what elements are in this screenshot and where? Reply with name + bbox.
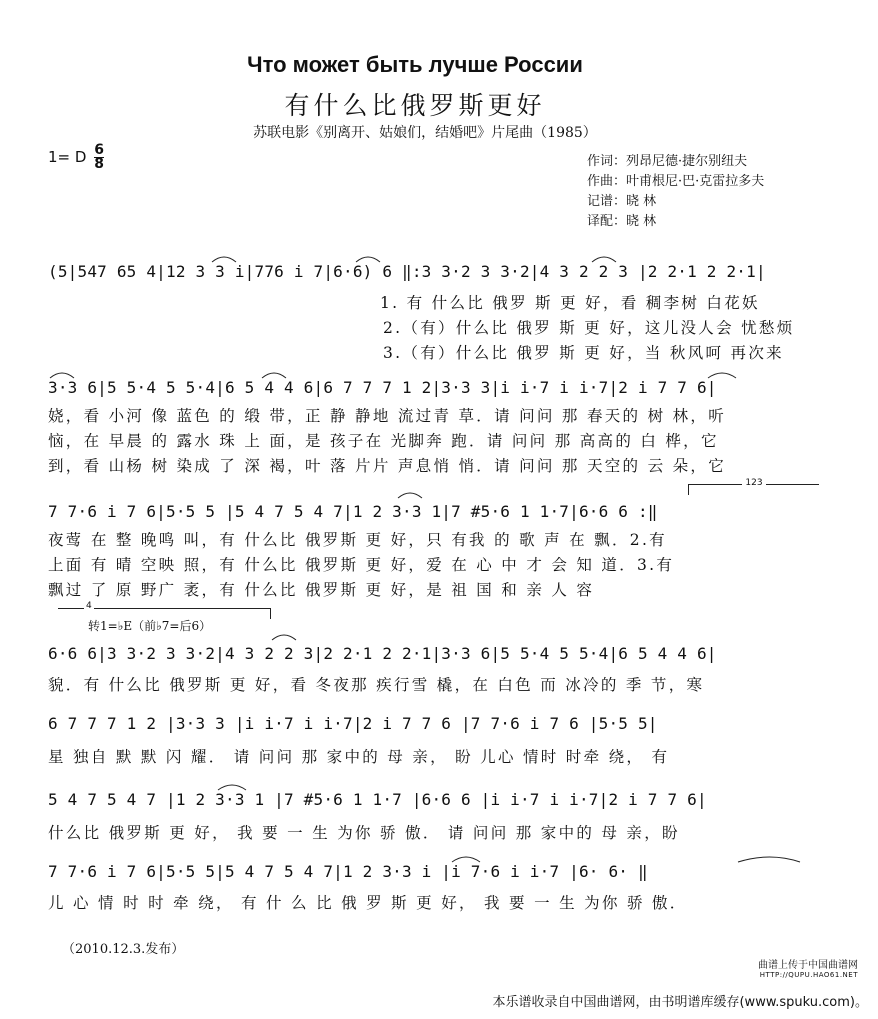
- credit-translator: 译配：晓 林: [587, 214, 657, 229]
- time-denominator: 8: [94, 156, 104, 172]
- slur-arc: [738, 857, 800, 862]
- modulation-note: 转1=♭E（前♭7=后6）: [88, 619, 212, 633]
- volta-label: 4: [86, 601, 92, 611]
- notation-line: 7 7·6 i 7 6|5·5 5 |5 4 7 5 4 7|1 2 3·3 1|7 #5·6 1 1·7|6·6 6 :‖: [48, 502, 658, 521]
- source-footer: 本乐谱收录自中国曲谱网，由书明谱库缓存(www.spuku.com)。: [492, 995, 868, 1010]
- credit-transcriber: 记谱：晓 林: [587, 194, 657, 209]
- lyric-line: 什么比 俄罗斯 更 好， 我 要 一 生 为你 骄 傲． 请 问问 那 家中的 母 亲，盼: [48, 824, 680, 842]
- chinese-title: 有什么比俄罗斯更好: [284, 91, 546, 120]
- lyric-line-verse-2: 恼，在 早晨 的 露水 珠 上 面，是 孩子在 光脚奔 跑．请 问问 那 高高的 白 桦，它: [48, 432, 719, 450]
- upload-note: 曲谱上传于中国曲谱网: [758, 960, 858, 971]
- credit-composer: 作曲：叶甫根尼·巴·克雷拉多夫: [587, 174, 765, 189]
- slur-arc: [272, 635, 296, 640]
- slur-arc: [50, 373, 74, 378]
- credit-lyricist: 作词：列昂尼德·捷尔别纽夫: [587, 154, 748, 169]
- slur-arc: [592, 257, 616, 262]
- upload-url: HTTP://QUPU.HAO61.NET: [759, 971, 858, 979]
- lyric-line-verse-1: 娆，看 小河 像 蓝色 的 缎 带，正 静 静地 流过青 草．请 问问 那 春天的 树 林，听: [48, 407, 727, 425]
- notation-line: 7 7·6 i 7 6|5·5 5|5 4 7 5 4 7|1 2 3·3 i |i 7·6 i i·7 |6· 6· ‖: [48, 862, 648, 881]
- slur-arc: [262, 373, 286, 378]
- key-label: 1= D: [48, 148, 87, 166]
- lyric-line: 星 独自 默 默 闪 耀． 请 问问 那 家中的 母 亲， 盼 儿心 情时 时牵 绕， 有: [48, 748, 670, 766]
- slur-arc: [212, 257, 236, 262]
- notation-line: 3·3 6|5 5·4 5 5·4|6 5 4 4 6|6 7 7 7 1 2|3·3 3|i i·7 i i·7|2 i 7 7 6|: [48, 378, 717, 397]
- time-numerator: 6: [94, 142, 104, 158]
- lyric-line-verse-1: 1. 有 什么比 俄罗 斯 更 好，看 稠李树 白花妖: [380, 294, 760, 312]
- notation-line: 5 4 7 5 4 7 |1 2 3·3 1 |7 #5·6 1 1·7 |6·6 6 |i i·7 i i·7|2 i 7 7 6|: [48, 790, 707, 809]
- lyric-line-verse-3: 飘过 了 原 野广 袤，有 什么比 俄罗斯 更 好，是 祖 国 和 亲 人 容: [48, 581, 595, 599]
- lyric-line-verse-3: 到，看 山杨 树 染成 了 深 褐，叶 落 片片 声息悄 悄．请 问问 那 天空的 云 朵，它: [48, 457, 727, 475]
- notation-line: 6·6 6|3 3·2 3 3·2|4 3 2 2 3|2 2·1 2 2·1|3·3 6|5 5·4 5 5·4|6 5 4 4 6|: [48, 644, 717, 663]
- notation-line: 6 7 7 7 1 2 |3·3 3 |i i·7 i i·7|2 i 7 7 6 |7 7·6 i 7 6 |5·5 5|: [48, 714, 658, 733]
- lyric-line: 貌．有 什么比 俄罗斯 更 好，看 冬夜那 疾行雪 橇，在 白色 而 冰冷的 季 节，寒: [48, 676, 705, 694]
- slur-arc: [356, 257, 380, 262]
- lyric-line-verse-3: 3.（有）什么比 俄罗 斯 更 好，当 秋风呵 再次来: [383, 344, 784, 362]
- slur-arc: [218, 785, 246, 790]
- lyric-line-verse-1: 夜莺 在 整 晚鸣 叫，有 什么比 俄罗斯 更 好，只 有我 的 歌 声 在 飘．2.有: [48, 531, 667, 549]
- slur-arc: [398, 493, 422, 498]
- russian-title: Что может быть лучше России: [247, 52, 583, 77]
- notation-line: (5|547 65 4|12 3 3 i|776 i 7|6·6) 6 ‖:3 3·2 3 3·2|4 3 2 2 3 |2 2·1 2 2·1|: [48, 262, 766, 281]
- lyric-line: 儿 心 情 时 时 牵 绕， 有 什 么 比 俄 罗 斯 更 好， 我 要 一 生 为你 骄 傲．: [48, 894, 688, 912]
- slur-arc: [452, 857, 480, 862]
- subtitle: 苏联电影《别离开、姑娘们，结婚吧》片尾曲（1985）: [253, 125, 597, 141]
- lyric-line-verse-2: 上面 有 晴 空映 照，有 什么比 俄罗斯 更 好，爱 在 心 中 才 会 知 道．3.有: [48, 556, 675, 574]
- lyric-line-verse-2: 2.（有）什么比 俄罗 斯 更 好，这儿没人会 忧愁烦: [383, 319, 795, 337]
- slur-arc: [708, 373, 736, 378]
- publish-date: （2010.12.3.发布）: [62, 942, 185, 957]
- volta-label: 123: [742, 478, 765, 488]
